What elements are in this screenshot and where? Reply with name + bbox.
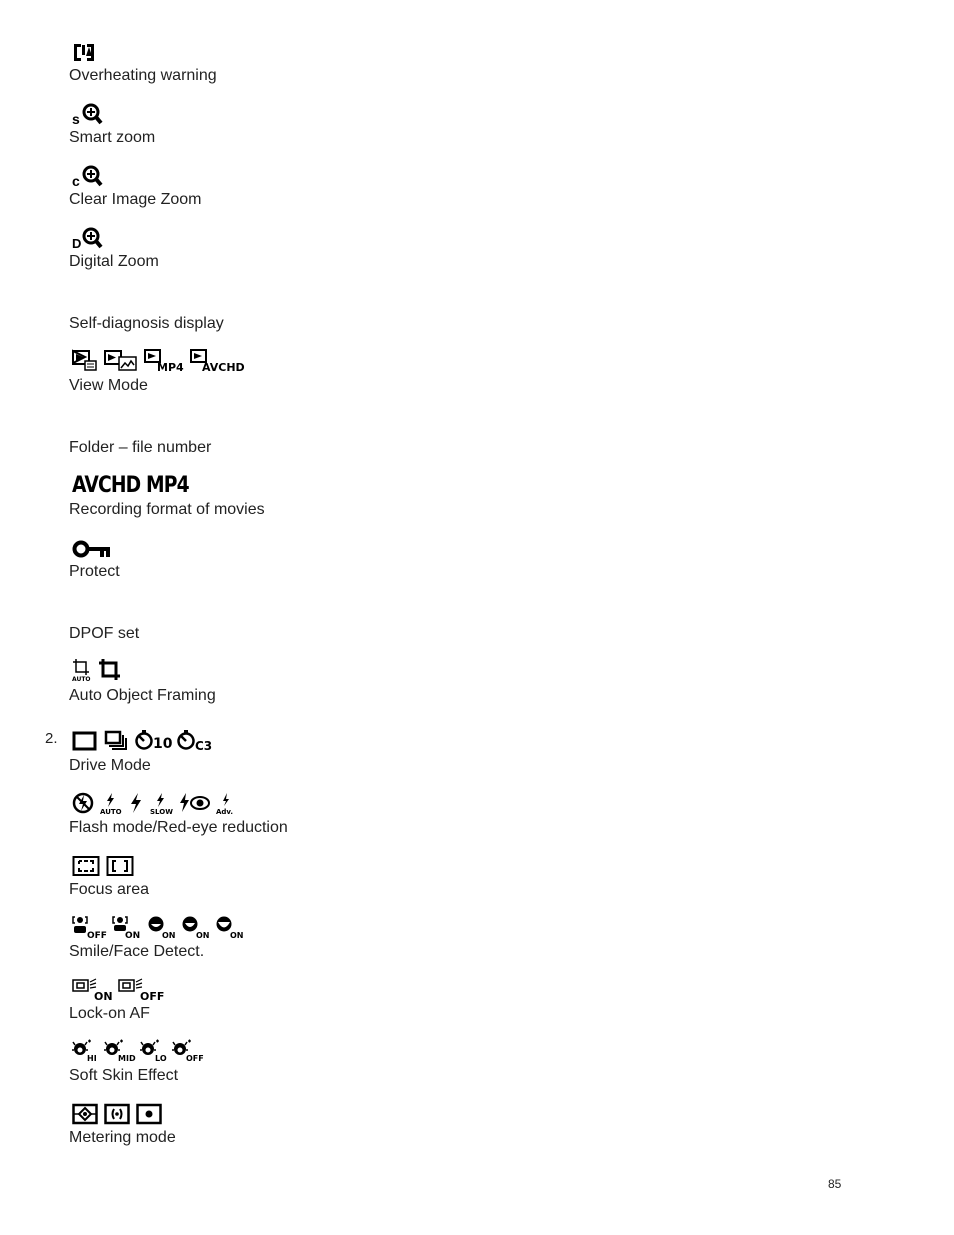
self-timer-c3-icon: [176, 728, 216, 752]
soft-skin-hi-icon: [72, 1039, 98, 1063]
digital-zoom-icons: [72, 224, 104, 250]
face-detect-on-icon: [112, 915, 142, 939]
view-mode-folder-still-icon: [104, 348, 138, 372]
svg-text:AVCHD: AVCHD: [202, 361, 245, 374]
item-label: Smile/Face Detect.: [69, 943, 205, 960]
item-label: Metering mode: [69, 1129, 176, 1146]
item-label: Folder – file number: [69, 439, 212, 456]
svg-text:ON: ON: [162, 931, 176, 940]
svg-text:AUTO: AUTO: [100, 808, 122, 816]
smile-on-3-icon: [216, 915, 244, 939]
slow-sync-icon: [150, 791, 172, 815]
smart-zoom-icon: [72, 102, 104, 126]
soft-skin-icons: [72, 1037, 202, 1063]
view-mode-mp4-icon: [144, 348, 184, 372]
multi-metering-icon: [72, 1103, 98, 1125]
single-shooting-icon: [72, 730, 98, 752]
protect-key-icon: [72, 538, 112, 560]
lock-on-af-off-icon: [118, 977, 166, 1001]
item-label: Flash mode/Red-eye reduction: [69, 819, 288, 836]
svg-text:ON: ON: [196, 931, 210, 940]
svg-text:ON: ON: [230, 931, 244, 940]
recording-format-icons: [72, 470, 209, 498]
svg-text:10: 10: [153, 736, 173, 752]
focus-area-icons: [72, 851, 134, 877]
auto-object-framing-icons: [72, 656, 122, 682]
svg-text:HI: HI: [87, 1054, 97, 1063]
self-timer-10-icon: [134, 728, 173, 752]
svg-text:SLOW: SLOW: [150, 808, 173, 816]
item-label: Digital Zoom: [69, 253, 159, 270]
item-label: Drive Mode: [69, 757, 151, 774]
item-label: View Mode: [69, 377, 148, 394]
svg-text:OFF: OFF: [186, 1054, 204, 1063]
smile-face-icons: [72, 913, 244, 939]
soft-skin-mid-icon: [104, 1039, 134, 1063]
advanced-flash-icon: [216, 791, 236, 815]
list-number: 2.: [45, 730, 58, 747]
item-label: Smart zoom: [69, 129, 156, 146]
item-label: Overheating warning: [69, 67, 217, 84]
item-label: Recording format of movies: [69, 501, 265, 518]
item-label: Soft Skin Effect: [69, 1067, 179, 1084]
auto-object-framing-icon: [98, 658, 122, 682]
flash-off-icon: [72, 791, 94, 815]
item-label: Protect: [69, 563, 120, 580]
soft-skin-lo-icon: [140, 1039, 166, 1063]
lock-on-af-icons: [72, 975, 166, 1001]
flash-on-icon: [128, 791, 144, 815]
lock-on-af-on-icon: [72, 977, 112, 1001]
svg-text:D: D: [72, 236, 82, 251]
svg-text:s: s: [72, 111, 80, 127]
item-label: Clear Image Zoom: [69, 191, 202, 208]
digital-zoom-icon: [72, 226, 104, 250]
view-mode-date-icon: [72, 348, 98, 372]
svg-text:OFF: OFF: [140, 990, 165, 1003]
svg-text:LO: LO: [155, 1054, 167, 1063]
view-mode-avchd-icon: [190, 348, 246, 372]
svg-text:Adv.: Adv.: [216, 808, 234, 816]
continuous-shooting-icon: [104, 730, 128, 752]
protect-icons: [72, 534, 112, 560]
clear-image-zoom-icons: [72, 162, 104, 188]
smart-zoom-icons: [72, 100, 104, 126]
drive-mode-icons: [72, 726, 216, 752]
face-detect-off-icon: [72, 915, 106, 939]
smile-on-2-icon: [182, 915, 210, 939]
item-label: Auto Object Framing: [69, 687, 216, 704]
metering-mode-icons: [72, 1099, 162, 1125]
svg-text:MID: MID: [118, 1054, 136, 1063]
svg-text:MP4: MP4: [157, 361, 184, 374]
auto-object-framing-auto-icon: [72, 658, 92, 682]
recording-format-icon: AVCHD MP4: [72, 473, 189, 498]
item-label: Self-diagnosis display: [69, 315, 224, 332]
flash-mode-icons: [72, 789, 236, 815]
item-label: Lock-on AF: [69, 1005, 150, 1022]
center-metering-icon: [104, 1103, 130, 1125]
svg-text:c: c: [72, 173, 80, 189]
page-number: 85: [828, 1177, 842, 1191]
svg-text:ON: ON: [125, 931, 141, 941]
spot-metering-icon: [136, 1103, 162, 1125]
overheating-warning-icons: [72, 38, 98, 64]
item-label: Focus area: [69, 881, 150, 898]
soft-skin-off-icon: [172, 1039, 202, 1063]
svg-text:AUTO: AUTO: [72, 676, 91, 683]
svg-text:ON: ON: [94, 990, 113, 1003]
clear-image-zoom-icon: [72, 164, 104, 188]
svg-text:C3: C3: [195, 739, 213, 753]
item-label: DPOF set: [69, 625, 140, 642]
focus-area-center-icon: [106, 855, 134, 877]
smile-on-1-icon: [148, 915, 176, 939]
overheating-icon: [72, 42, 98, 64]
red-eye-icon: [178, 791, 210, 815]
focus-area-wide-icon: [72, 855, 100, 877]
view-mode-icons: [72, 346, 246, 372]
flash-auto-icon: [100, 791, 122, 815]
svg-text:OFF: OFF: [87, 931, 107, 941]
